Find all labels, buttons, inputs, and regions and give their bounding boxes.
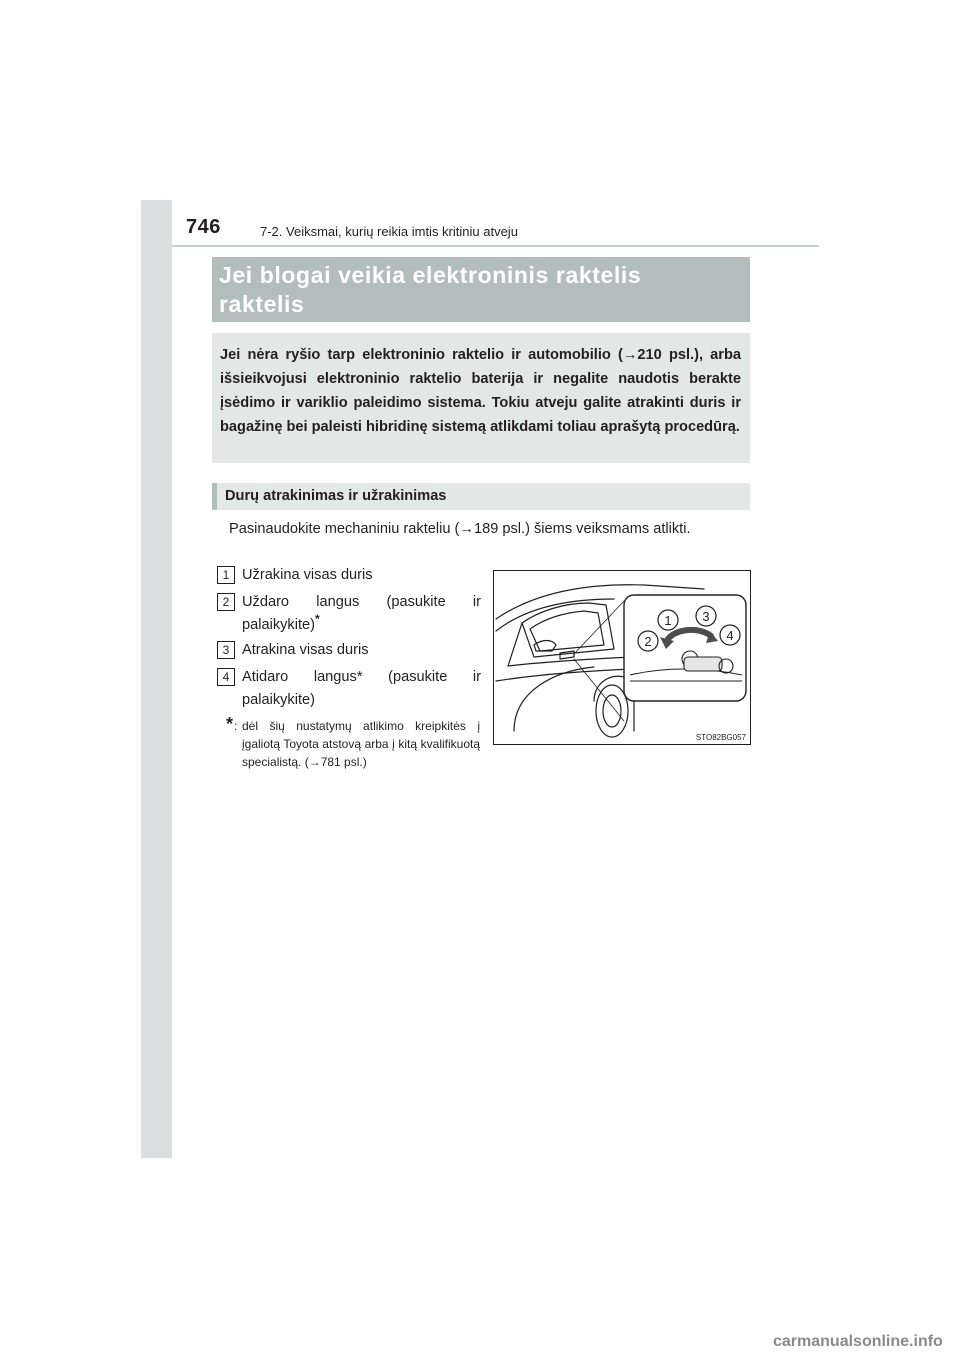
page-title: Jei blogai veikia elektroninis raktelis raktelis (219, 262, 642, 317)
footnote-marker: * (226, 714, 234, 734)
step-text: Atrakina visas duris (242, 642, 369, 658)
chapter-side-tab (141, 200, 172, 1158)
intro-text: Jei nėra ryšio tarp elektroninio raktelio ir automobilio (→210 psl.), arba išsieikvojusi elektroninio raktelio baterija ir negalite naudotis berakte įsėdimo ir variklio paleidimo sistema. Tokiu atveju galite atrakinti duris ir bagažinę bei paleisti hibridinę sistemą atlikdami toliau aprašytą procedūrą. (220, 347, 741, 435)
footnote-star: * (315, 612, 320, 627)
step-text: Atidaro langus* (pasukite ir palaikykite) (242, 669, 481, 708)
step-number: 3 (217, 641, 235, 659)
car-door-drawing (494, 571, 750, 744)
header-rule (172, 245, 819, 247)
watermark-text: carmanualsonline.info (773, 1333, 943, 1350)
title-band (212, 257, 750, 322)
callout-3: 3 (702, 609, 710, 624)
page-number: 746 (186, 216, 221, 238)
callout-4: 4 (726, 628, 734, 643)
figure-code: STO82BG057 (695, 733, 746, 742)
key-cylinder-illustration (493, 570, 751, 745)
step-number: 1 (217, 566, 235, 584)
subsection-band (212, 483, 750, 510)
body-text: Pasinaudokite mechaniniu rakteliu (→189 psl.) šiems veiksmams atlikti. (229, 521, 691, 537)
section-header: 7-2. Veiksmai, kurių reikia imtis kritiniu atveju (260, 224, 518, 239)
step-number: 2 (217, 593, 235, 611)
step-text-body: Uždaro langus (pasukite ir palaikykite) (242, 594, 481, 633)
step-text (242, 591, 481, 637)
intro-box (212, 333, 750, 463)
callout-2: 2 (644, 634, 652, 649)
subsection-title: Durų atrakinimas ir užrakinimas (225, 488, 447, 504)
callout-1: 1 (664, 613, 672, 628)
step-text: Užrakina visas duris (242, 567, 373, 583)
step-number: 4 (217, 668, 235, 686)
footnote-colon: : (234, 719, 238, 733)
footnote-text: dėl šių nustatymų atlikimo kreipkitės į įgaliotą Toyota atstovą arba į kitą kvalifikuotą specialistą. (→781 psl.) (242, 719, 480, 769)
